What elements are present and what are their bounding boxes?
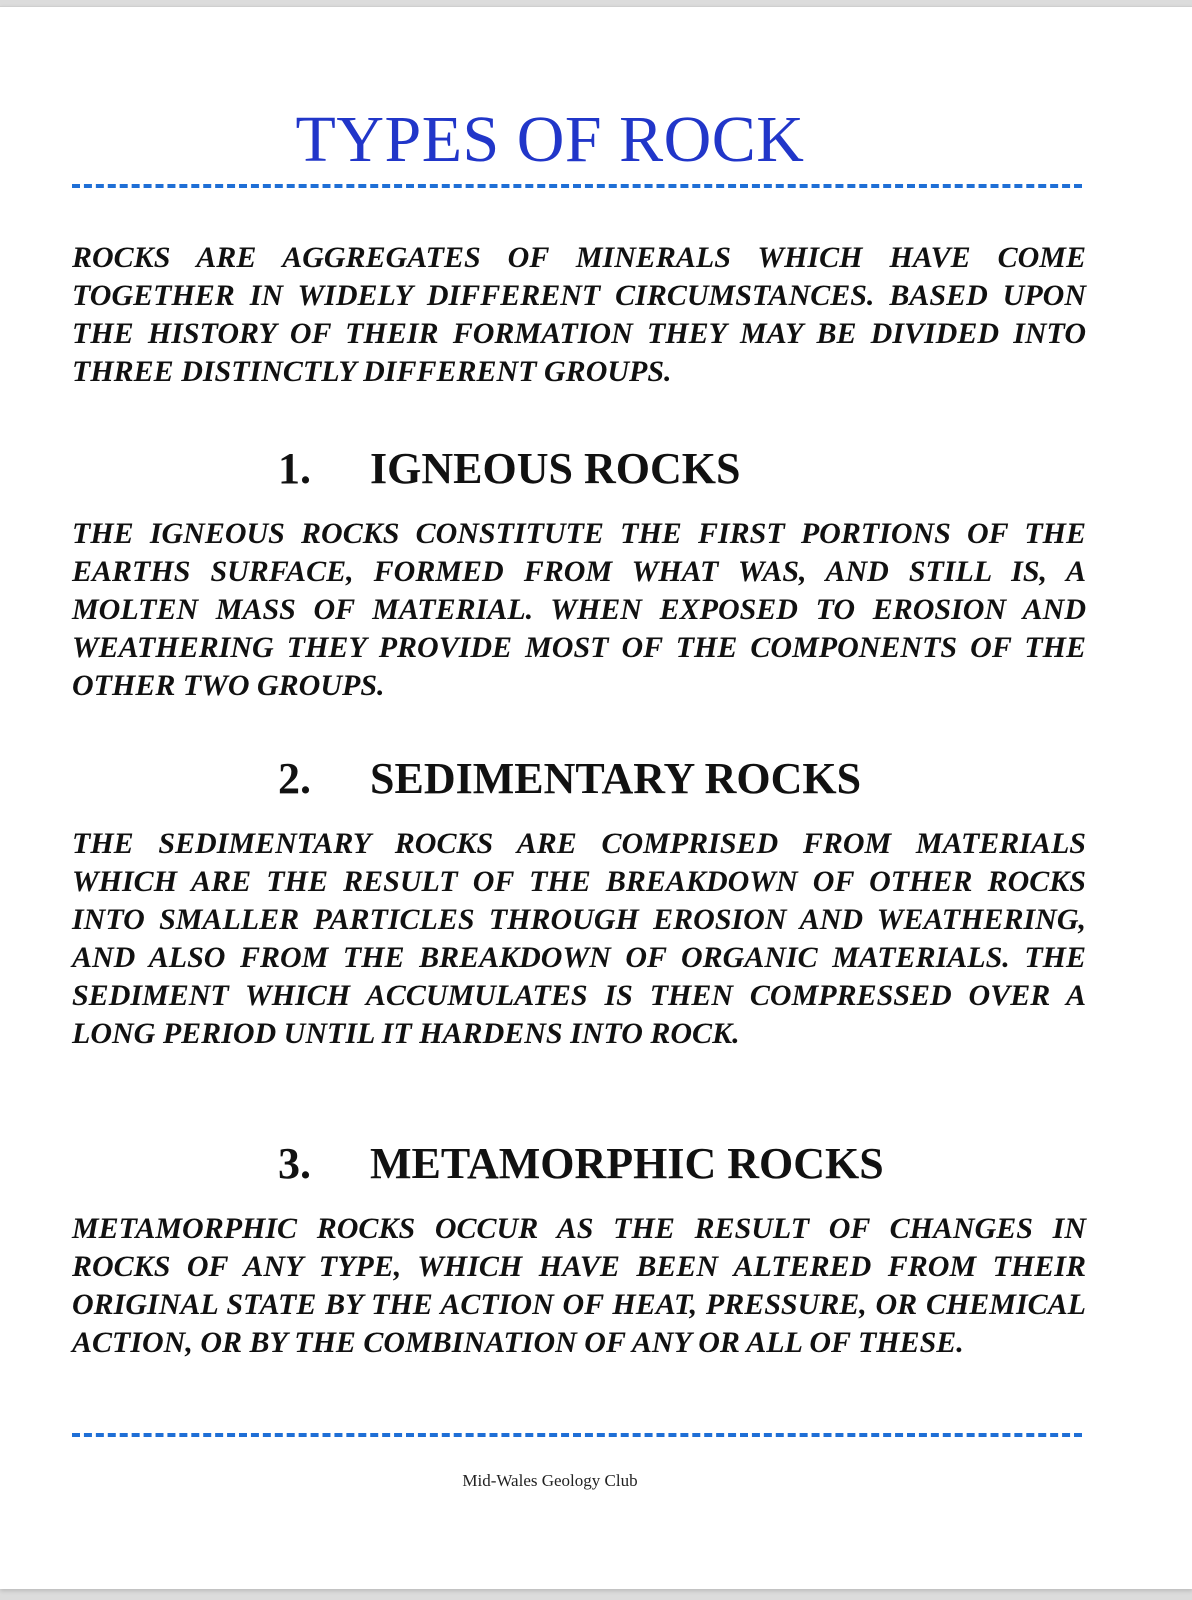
section-number: 1. — [278, 444, 311, 493]
section-heading-sedimentary — [278, 754, 862, 803]
section-title: METAMORPHIC ROCKS — [370, 1139, 884, 1188]
section-text-igneous: THE IGNEOUS ROCKS CONSTITUTE THE FIRST PORTIONS OF THE EARTHS SURFACE, FORMED FROM WHAT WAS, AND STILL IS, A MOLTEN MASS OF MATERIAL. WHEN EXPOSED TO EROSION AND WEATHERING THEY PROVIDE MOST OF THE COMPONENTS OF THE OTHER TWO GROUPS. — [72, 517, 1086, 702]
section-title: SEDIMENTARY ROCKS — [370, 754, 862, 803]
section-number: 2. — [278, 754, 311, 803]
section-title: IGNEOUS ROCKS — [370, 444, 741, 493]
bottom-divider — [72, 1433, 1082, 1437]
section-heading-igneous — [278, 444, 741, 493]
document-page — [0, 6, 1192, 1589]
top-divider — [72, 184, 1082, 188]
intro-paragraph: ROCKS ARE AGGREGATES OF MINERALS WHICH HAVE COME TOGETHER IN WIDELY DIFFERENT CIRCUMSTANCES. BASED UPON THE HISTORY OF THEIR FORMATION THEY MAY BE DIVIDED INTO THREE DISTINCTLY DIFFERENT GROUPS. — [72, 241, 1086, 388]
section-number: 3. — [278, 1139, 311, 1188]
footer-credit: Mid-Wales Geology Club — [462, 1471, 638, 1490]
section-heading-metamorphic — [278, 1139, 884, 1188]
section-text-sedimentary: THE SEDIMENTARY ROCKS ARE COMPRISED FROM MATERIALS WHICH ARE THE RESULT OF THE BREAKDOWN OF OTHER ROCKS INTO SMALLER PARTICLES THROUGH EROSION AND WEATHERING, AND ALSO FROM THE BREAKDOWN OF ORGANIC MATERIALS. THE SEDIMENT WHICH ACCUMULATES IS THEN COMPRESSED OVER A LONG PERIOD UNTIL IT HARDENS INTO ROCK. — [72, 827, 1086, 1050]
section-text-metamorphic: METAMORPHIC ROCKS OCCUR AS THE RESULT OF CHANGES IN ROCKS OF ANY TYPE, WHICH HAVE BEEN ALTERED FROM THEIR ORIGINAL STATE BY THE ACTION OF HEAT, PRESSURE, OR CHEMICAL ACTION, OR BY THE COMBINATION OF ANY OR ALL OF THESE. — [72, 1212, 1086, 1359]
page-title: TYPES OF ROCK — [295, 103, 805, 177]
